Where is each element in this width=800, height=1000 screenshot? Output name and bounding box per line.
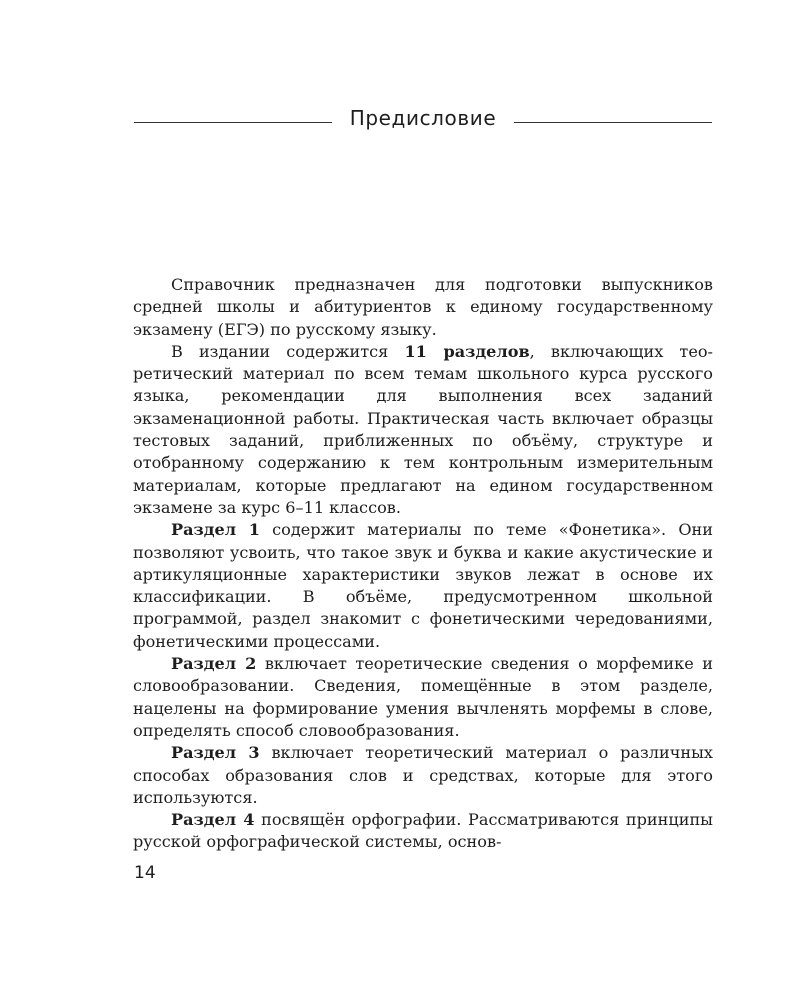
- section-label: Раздел 1: [171, 520, 260, 540]
- section-label: Раздел 2: [171, 654, 257, 674]
- header-rule-right: [514, 122, 712, 123]
- header-rule-left: [134, 122, 332, 123]
- paragraph-section-4: [133, 809, 713, 854]
- running-header: [134, 104, 712, 138]
- paragraph-text-after: , включающих теоретический материал по всем темам школьного курса русского языка, рекомендации для выполнения всех заданий экзаменационной работы. Практическая часть включает образцы тестовых заданий, приближенных по объёму, структуре и отобранному содержанию к тем контрольным измерительным материалам, которые предлагают на едином государственном экзамене за курс 6–11 классов.: [133, 341, 713, 517]
- paragraph-text: содержит материалы по теме «Фонетика». Они позволяют усвоить, что такое звук и буква и какие акустические и артикуляционные характеристики звуков лежат в основе их классификации. В объёме, предусмотренном школьной программой, раздел знакомит с фонетическими чередованиями, фонетическими процессами.: [133, 520, 713, 651]
- paragraph-text-before: В издании содержится: [171, 341, 405, 361]
- page-title: Предисловие: [349, 106, 497, 130]
- sections-count: 11 разделов: [404, 341, 530, 361]
- paragraph-text: Справочник предназначен для подготовки выпускников средней школы и абитуриентов к единому государственному экзамену (ЕГЭ) по русскому языку.: [133, 275, 713, 339]
- body-text: [133, 274, 713, 854]
- paragraph-section-2: [133, 653, 713, 742]
- paragraph-text: включает теоретический материал о различных способах образования слов и средствах, которые для этого используются.: [133, 743, 713, 807]
- paragraph-contents: [133, 341, 713, 519]
- paragraph-intro: [133, 274, 713, 341]
- section-label: Раздел 4: [171, 810, 255, 830]
- paragraph-section-3: [133, 742, 713, 809]
- page-number: 14: [134, 863, 156, 883]
- paragraph-section-1: [133, 519, 713, 653]
- section-label: Раздел 3: [171, 743, 260, 763]
- paragraph-text: посвящён орфографии. Рассматриваются принципы русской орфографической системы, основ-: [133, 810, 713, 852]
- paragraph-text: включает теоретические сведения о морфемике и словообразовании. Сведения, помещённые в этом разделе, нацелены на формирование умения вычленять морфемы в слове, определять способ словообразования.: [133, 654, 713, 740]
